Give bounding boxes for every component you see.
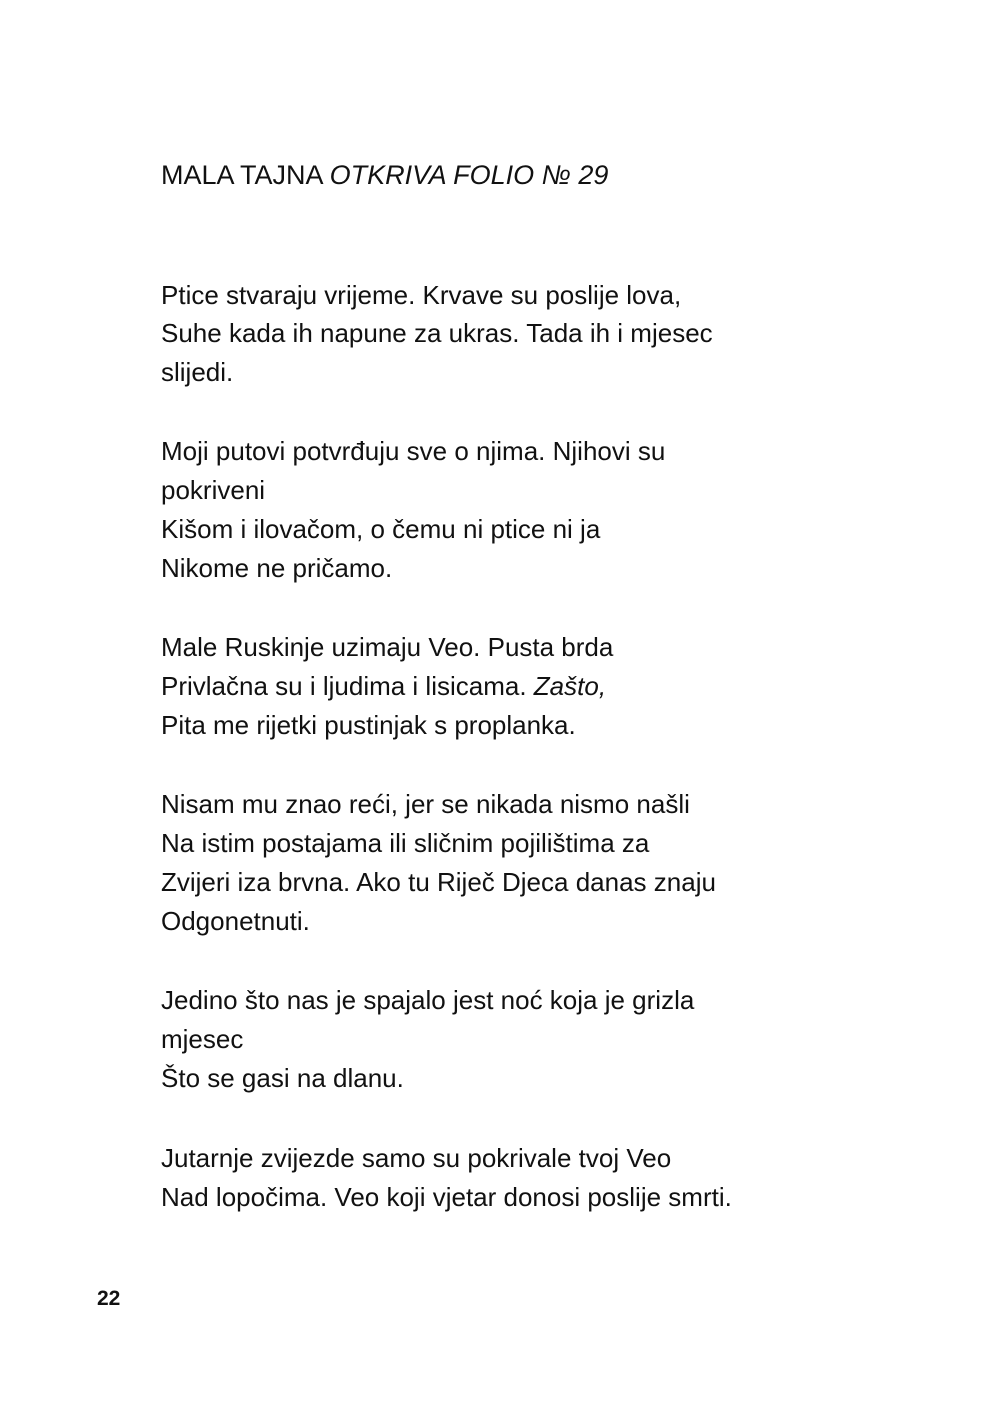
title-italic: OTKRIVA FOLIO № 29	[329, 160, 609, 190]
poem-line: Nisam mu znao reći, jer se nikada nismo našli	[161, 789, 690, 819]
poem-line: Suhe kada ih napune za ukras. Tada ih i mjesec	[161, 318, 713, 348]
poem-line: Zvijeri iza brvna. Ako tu Riječ Djeca danas znaju	[161, 867, 716, 897]
poem-title	[161, 156, 608, 194]
poem-line: Nad lopočima. Veo koji vjetar donosi poslije smrti.	[161, 1182, 732, 1212]
poem-line: Odgonetnuti.	[161, 906, 310, 936]
poem-line: Ptice stvaraju vrijeme. Krvave su poslije lova,	[161, 280, 682, 310]
poem-line: mjesec	[161, 1024, 244, 1054]
poem-line	[161, 667, 606, 705]
poem-line: Na istim postajama ili sličnim pojilištima za	[161, 828, 650, 858]
poem-line: Pita me rijetki pustinjak s proplanka.	[161, 710, 576, 740]
title-plain: MALA TAJNA	[161, 160, 330, 190]
poem-line: Jedino što nas je spajalo jest noć koja je grizla	[161, 985, 695, 1015]
poem-line: Nikome ne pričamo.	[161, 553, 393, 583]
poem-line: slijedi.	[161, 357, 234, 387]
poem-line: Kišom i ilovačom, o čemu ni ptice ni ja	[161, 514, 601, 544]
poem-line: Male Ruskinje uzimaju Veo. Pusta brda	[161, 632, 614, 662]
poem-line: Što se gasi na dlanu.	[161, 1063, 404, 1093]
poem-line: Jutarnje zvijezde samo su pokrivale tvoj Veo	[161, 1143, 672, 1173]
poem-line: pokriveni	[161, 475, 266, 505]
poem-line: Moji putovi potvrđuju sve o njima. Njihovi su	[161, 436, 666, 466]
poem-line-italic: Zašto,	[533, 671, 607, 701]
poem-line-text: Privlačna su i ljudima i lisicama.	[161, 671, 534, 701]
page-number: 22	[97, 1287, 121, 1310]
